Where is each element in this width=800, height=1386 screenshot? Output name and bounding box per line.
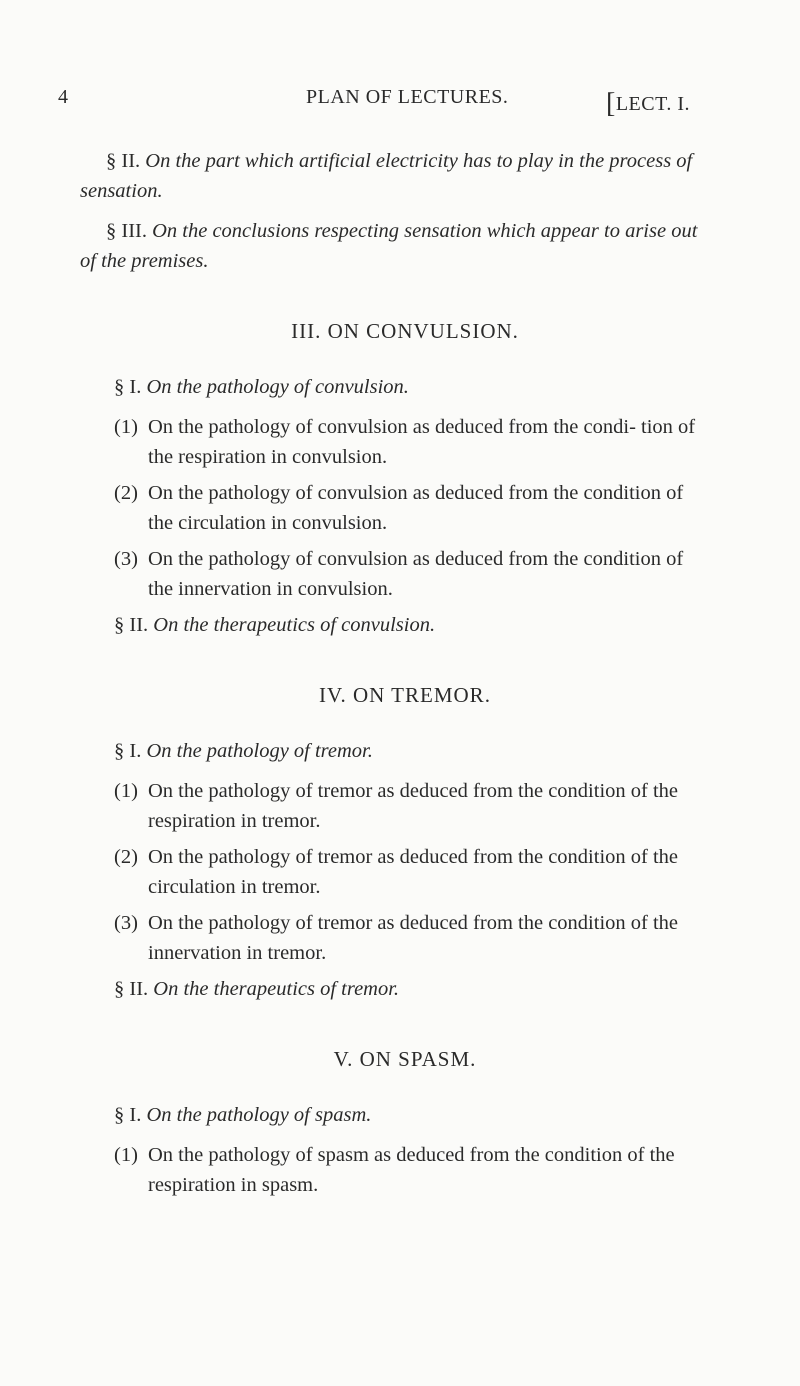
convulsion-section-ii: § II. On the therapeutics of convulsion. bbox=[114, 614, 436, 636]
running-title: PLAN OF LECTURES. bbox=[306, 86, 509, 108]
tremor-item-2: (2) On the pathology of tremor as deduced from the condition of the circulation in tremor. bbox=[114, 846, 679, 898]
tremor-item-1: (1) On the pathology of tremor as deduced from the condition of the respiration in tremor. bbox=[114, 780, 679, 832]
lecture-reference: [LECT. I. bbox=[606, 88, 690, 119]
tremor-item-3: (3) On the pathology of tremor as deduced from the condition of the innervation in tremor. bbox=[114, 912, 679, 964]
page-number: 4 bbox=[58, 86, 69, 108]
section-ii-sensation-electricity: § II. On the part which artificial electricity has to play in the process of sensation. bbox=[80, 150, 693, 202]
convulsion-item-2: (2) On the pathology of convulsion as deduced from the condition of the circulation in convulsion. bbox=[114, 482, 684, 534]
spasm-section-i: § I. On the pathology of spasm. bbox=[114, 1104, 372, 1126]
spasm-item-1: (1) On the pathology of spasm as deduced from the condition of the respiration in spasm. bbox=[114, 1144, 675, 1196]
convulsion-section-i: § I. On the pathology of convulsion. bbox=[114, 376, 409, 398]
running-header bbox=[58, 86, 690, 126]
heading-spasm: V. ON SPASM. bbox=[333, 1047, 477, 1071]
heading-convulsion: III. ON CONVULSION. bbox=[291, 319, 519, 343]
tremor-section-ii: § II. On the therapeutics of tremor. bbox=[114, 978, 400, 1000]
convulsion-item-1: (1) On the pathology of convulsion as deduced from the condi- tion of the respiration in convulsion. bbox=[114, 416, 696, 468]
convulsion-item-3: (3) On the pathology of convulsion as deduced from the condition of the innervation in convulsion. bbox=[114, 548, 684, 600]
tremor-section-i: § I. On the pathology of tremor. bbox=[114, 740, 373, 762]
section-iii-sensation-conclusions: § III. On the conclusions respecting sensation which appear to arise out of the premises. bbox=[80, 220, 698, 272]
heading-tremor: IV. ON TREMOR. bbox=[319, 683, 491, 707]
page-body bbox=[80, 146, 704, 1206]
